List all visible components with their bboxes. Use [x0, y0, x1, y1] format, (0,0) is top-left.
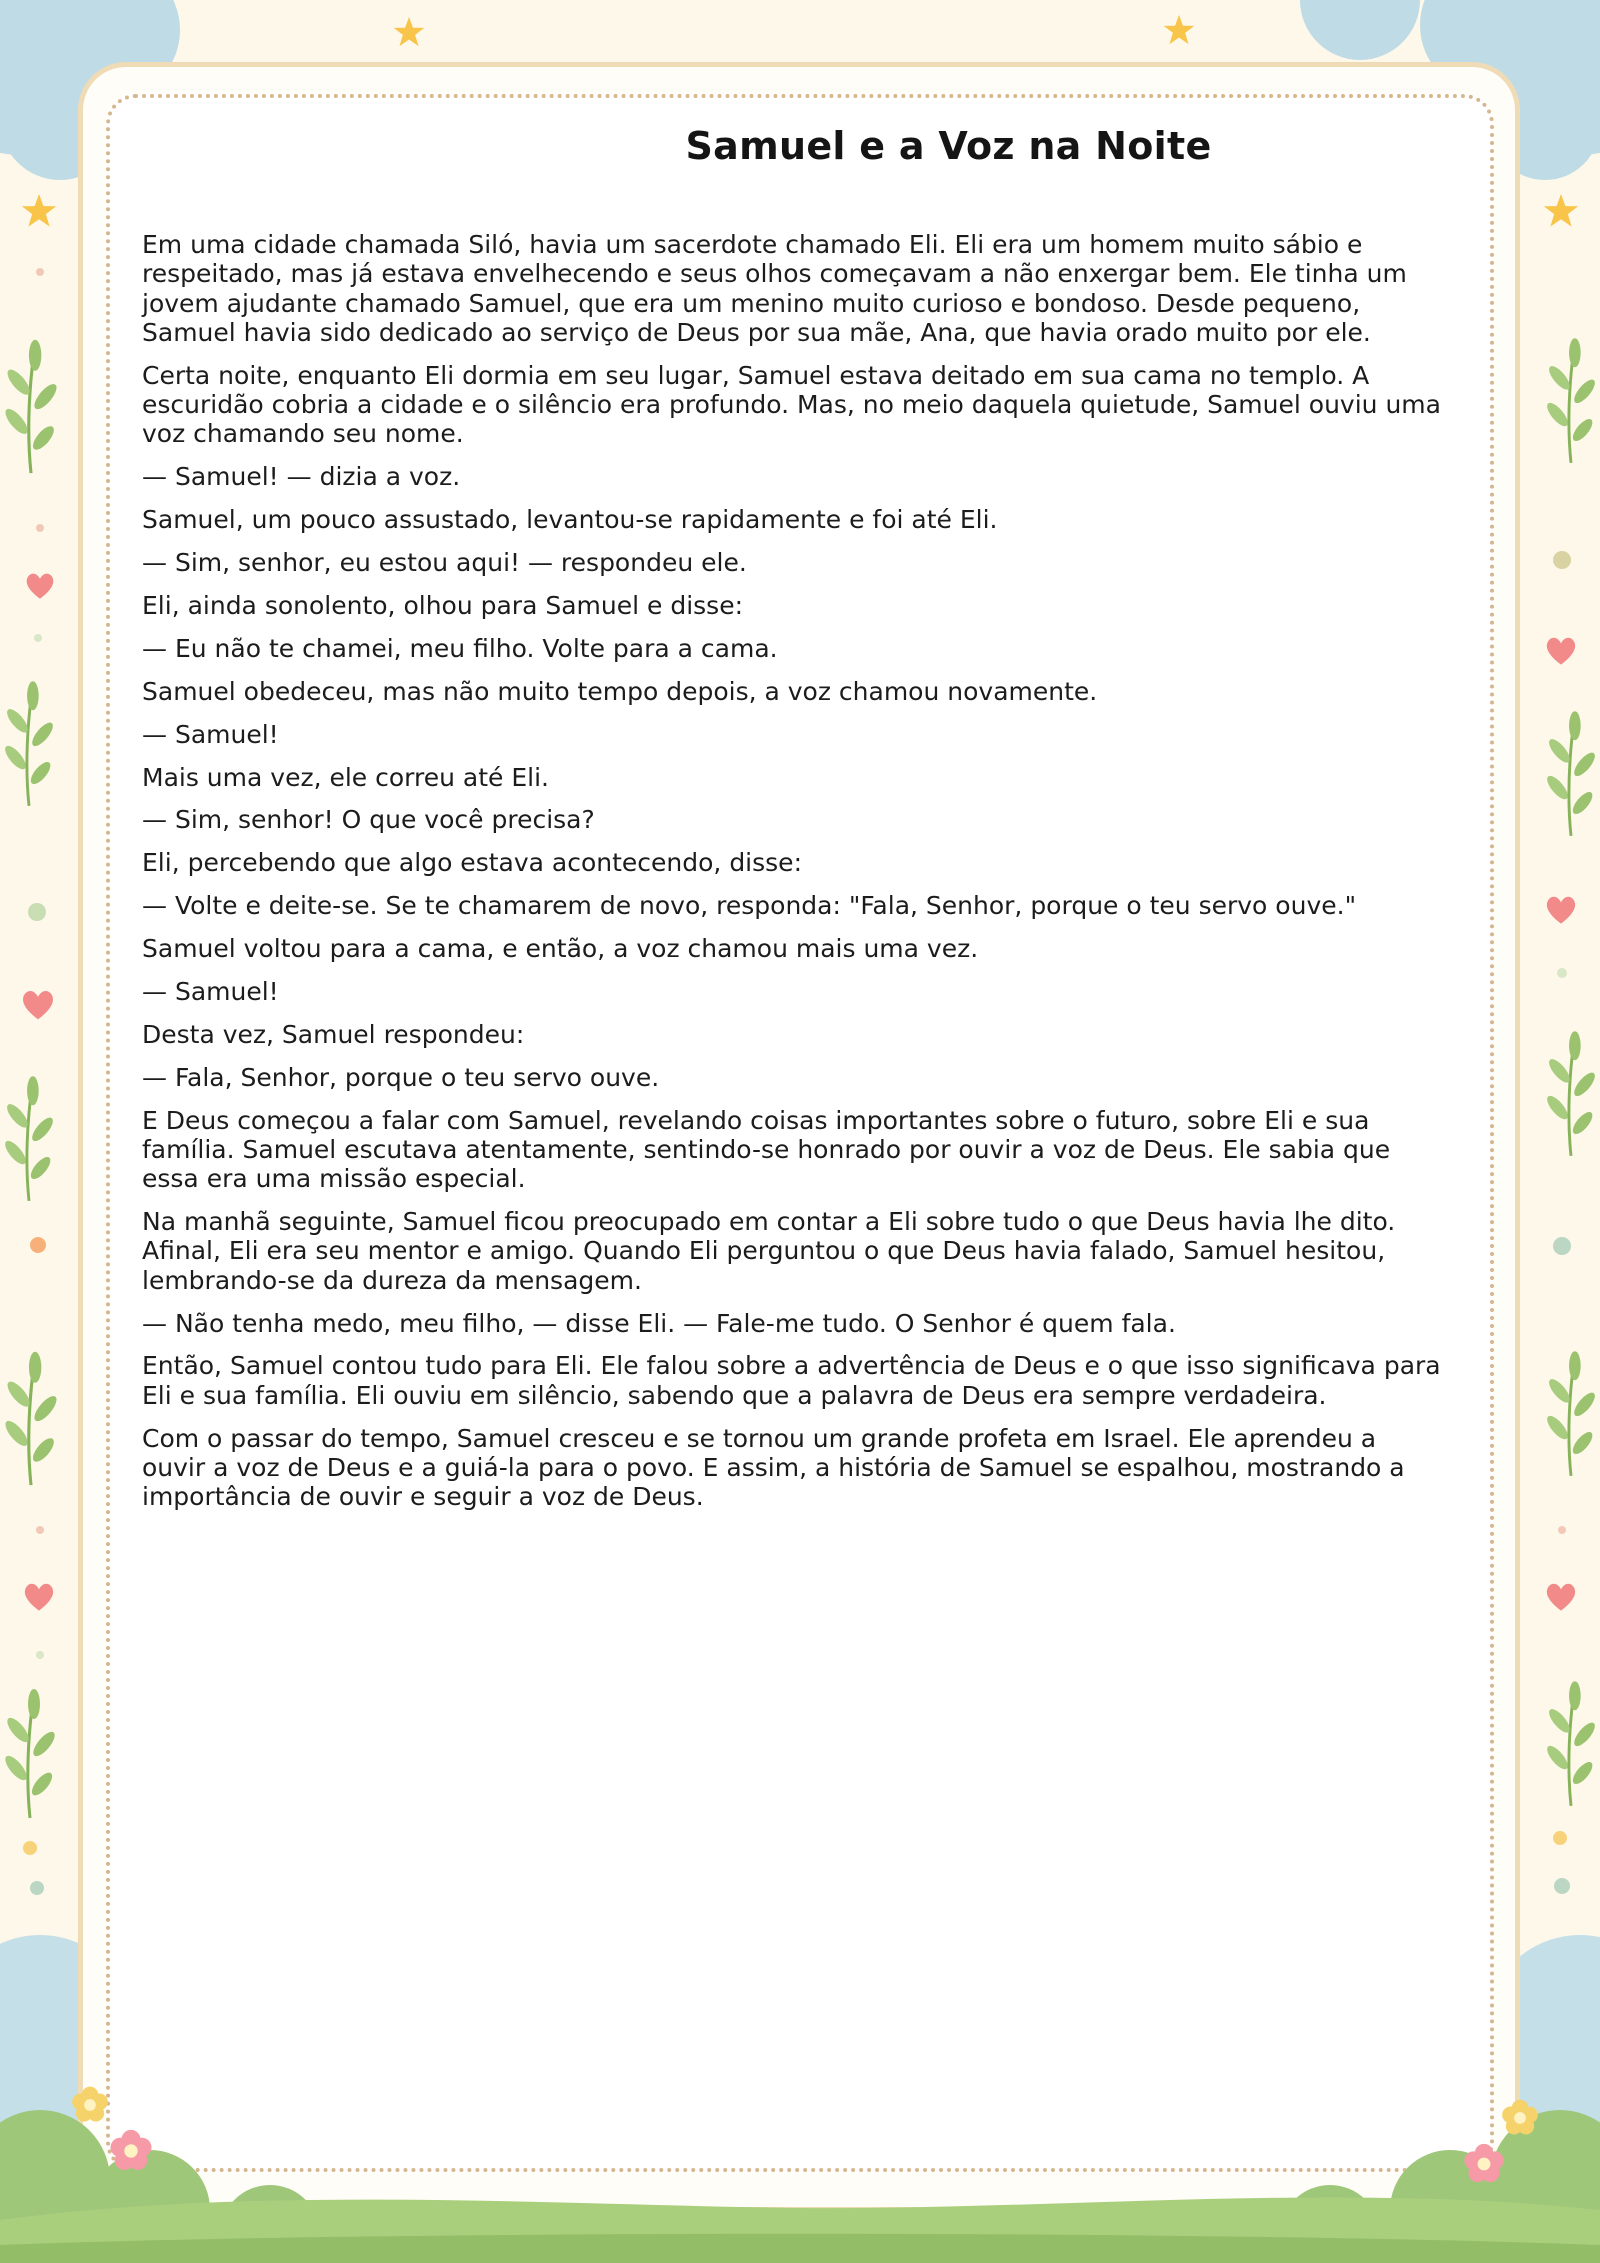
heart-icon	[1547, 1584, 1575, 1611]
story-paragraph: E Deus começou a falar com Samuel, revelando coisas importantes sobre o futuro, sobre Eli e sua família. Samuel escutava atentamente, sentindo-se honrado por ouvir a voz de Deus. Ele sabia que essa era uma missão especial.	[142, 1105, 1391, 1194]
leaf-branch-icon	[2, 681, 57, 806]
story-paragraph: Com o passar do tempo, Samuel cresceu e se tornou um grande profeta em Israel. Ele aprendeu a ouvir a voz de Deus e a guiá-la para o povo. E assim, a história de Samuel se espalhou, mostrando a importância de ouvir e seguir a voz de Deus.	[142, 1423, 1405, 1512]
story-paragraph: Samuel, um pouco assustado, levantou-se rapidamente e foi até Eli.	[142, 505, 998, 535]
star-icon	[22, 194, 56, 227]
leaf-branch-icon	[2, 1689, 58, 1818]
flower-icon	[72, 2087, 108, 2122]
page-title: Samuel e a Voz na Noite	[685, 124, 1212, 168]
story-paragraph: Então, Samuel contou tudo para Eli. Ele falou sobre a advertência de Deus e o que isso significava para Eli e sua família. Eli ouviu em silêncio, sabendo que a palavra de Deus era sempre verdadeira.	[142, 1351, 1441, 1410]
story-paragraph: Samuel voltou para a cama, e então, a voz chamou mais uma vez.	[142, 934, 979, 964]
heart-icon	[25, 1584, 53, 1611]
leaf-branch-icon	[2, 1352, 60, 1485]
flower-icon	[1502, 2100, 1538, 2135]
leaf-branch-icon	[1544, 338, 1599, 463]
star-icon	[1544, 194, 1578, 227]
heart-icon	[27, 574, 54, 599]
story-paragraph: — Samuel!	[142, 719, 279, 749]
leaf-branch-icon	[2, 340, 60, 473]
leaf-branch-icon	[1544, 1351, 1599, 1476]
story-paragraph: Eli, percebendo que algo estava acontecendo, disse:	[142, 848, 802, 878]
star-icon	[394, 17, 425, 46]
leaf-branch-icon	[1544, 1031, 1599, 1156]
story-paragraph: — Eu não te chamei, meu filho. Volte para a cama.	[142, 633, 778, 663]
flower-icon	[110, 2130, 151, 2170]
leaf-branch-icon	[1544, 711, 1599, 836]
leaf-branch-icon	[1544, 1681, 1599, 1806]
ground-decoration	[0, 2060, 1600, 2263]
story-paragraph: — Não tenha medo, meu filho, — disse Eli. — Fale-me tudo. O Senhor é quem fala.	[142, 1308, 1176, 1338]
story-paragraph: — Volte e deite-se. Se te chamarem de novo, responda: "Fala, Senhor, porque o teu servo ouve."	[142, 891, 1357, 921]
heart-icon	[23, 991, 53, 1019]
story-paragraph: — Samuel! — dizia a voz.	[142, 462, 461, 492]
story-paragraph: — Fala, Senhor, porque o teu servo ouve.	[142, 1062, 660, 1092]
story-paragraph: — Sim, senhor! O que você precisa?	[142, 805, 595, 835]
story-paragraph: Mais uma vez, ele correu até Eli.	[142, 762, 549, 792]
story-paragraph: Em uma cidade chamada Siló, havia um sacerdote chamado Eli. Eli era um homem muito sábio e respeitado, mas já estava envelhecendo e seus olhos começavam a não enxergar bem. Ele tinha um jovem ajudante chamado Samuel, que era um menino muito curioso e bondoso. Desde pequeno, Samuel havia sido dedicado ao serviço de Deus por sua mãe, Ana, que havia orado muito por ele.	[142, 230, 1407, 347]
story-paragraph: Desta vez, Samuel respondeu:	[142, 1019, 525, 1049]
story-paragraph: Eli, ainda sonolento, olhou para Samuel e disse:	[142, 590, 744, 620]
story-paragraph: — Samuel!	[142, 976, 279, 1006]
story-text	[142, 230, 1442, 1525]
story-paragraph: Samuel obedeceu, mas não muito tempo depois, a voz chamou novamente.	[142, 676, 1098, 706]
heart-icon	[1547, 638, 1575, 665]
heart-icon	[1547, 897, 1575, 924]
story-paragraph: Na manhã seguinte, Samuel ficou preocupado em contar a Eli sobre tudo o que Deus havia lhe dito. Afinal, Eli era seu mentor e amigo. Quando Eli perguntou o que Deus havia falado, Samuel hesitou, lembrando-se da dureza da mensagem.	[142, 1207, 1396, 1295]
story-paragraph: Certa noite, enquanto Eli dormia em seu lugar, Samuel estava deitado em sua cama no templo. A escuridão cobria a cidade e o silêncio era profundo. Mas, no meio daquela quietude, Samuel ouviu uma voz chamando seu nome.	[142, 360, 1441, 449]
star-icon	[1164, 15, 1195, 44]
story-paragraph: — Sim, senhor, eu estou aqui! — respondeu ele.	[142, 548, 747, 578]
leaf-branch-icon	[2, 1076, 57, 1201]
